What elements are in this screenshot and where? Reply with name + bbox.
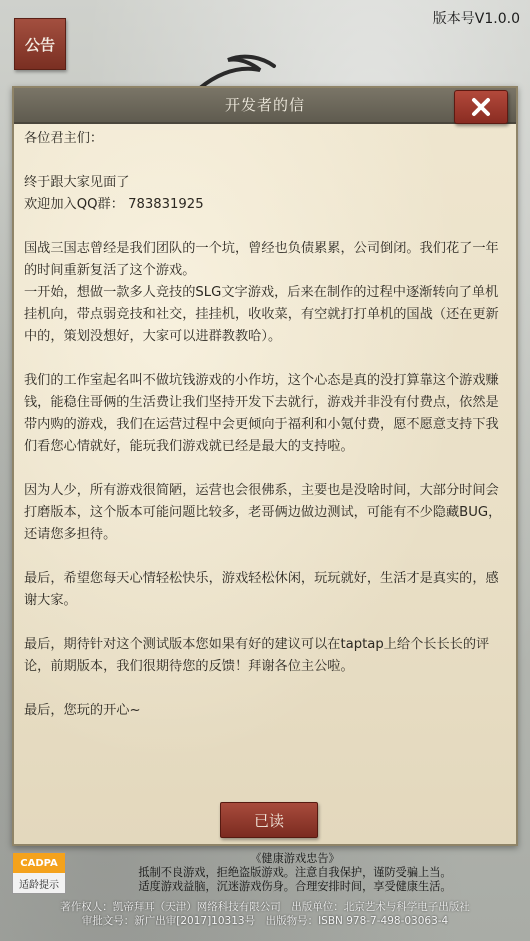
qq-group-line: 欢迎加入QQ群： 783831925 <box>24 197 204 212</box>
letter-title: 开发者的信 <box>224 96 305 114</box>
version-label: 版本号V1.0.0 <box>432 11 520 27</box>
close-x-icon <box>470 96 492 118</box>
letter-paragraph: 因为人少，所有游戏很简陋，运营也会很佛系，主要也是没啥时间，大部分时间会打磨版本，这个版本可能问题比较多，老哥俩边做边测试，可能有不少隐藏BUG，还请您多担待。 <box>24 483 502 542</box>
health-game-notice <box>0 852 530 894</box>
developer-letter-panel <box>12 86 518 846</box>
letter-paragraph: 最后，希望您每天心情轻松快乐，游戏轻松休闲，玩玩就好，生活才是真实的，感谢大家。 <box>24 571 499 608</box>
age-hint-label: 适龄提示 <box>19 879 59 891</box>
cadpa-logo-text: CADPA <box>13 853 65 873</box>
close-button[interactable] <box>454 90 508 124</box>
letter-signoff: 最后，您玩的开心~ <box>24 703 141 718</box>
letter-body <box>24 128 504 722</box>
letter-paragraph: 最后，期待针对这个测试版本您如果有好的建议可以在taptap上给个长长长的评论，前期版本，我们很期待您的反馈！拜谢各位主公啦。 <box>24 637 490 674</box>
letter-paragraph: 我们的工作室起名叫不做坑钱游戏的小作坊，这个心态是真的没打算靠这个游戏赚钱，能稳住哥俩的生活费让我们坚持开发下去就行，游戏并非没有付费点，依然是带内购的游戏，我们在运营过程中会更倾向于福利和小氪付费，愿不愿意支持下我们看您心情就好，能玩我们游戏就已经是最大的支持啦。 <box>24 373 499 454</box>
notice-button[interactable]: 公告 <box>14 18 66 70</box>
copyright-line: 著作权人：凯帝拜耳（天津）网络科技有限公司 出版单位：北京艺术与科学电子出版社 <box>60 901 470 913</box>
letter-paragraph: 一开始，想做一款多人竞技的SLG文字游戏，后来在制作的过程中逐渐转向了单机挂机向，带点弱竞技和社交，挂挂机，收收菜，有空就打打单机的国战（还在更新中的，策划没想好，大家可以进群教教哈）。 <box>24 285 499 344</box>
health-notice-line: 适度游戏益脑，沉迷游戏伤身。合理安排时间，享受健康生活。 <box>138 880 452 893</box>
mark-read-button[interactable]: 已读 <box>220 802 318 838</box>
approval-line: 审批文号：新广出审[2017]10313号 出版物号：ISBN 978-7-498-03063-4 <box>81 915 449 927</box>
letter-greeting: 各位君主们： <box>24 131 104 146</box>
letter-paragraph: 国战三国志曾经是我们团队的一个坑，曾经也负债累累，公司倒闭。我们花了一年的时间重新复活了这个游戏。 <box>24 241 499 278</box>
letter-line: 终于跟大家见面了 <box>24 175 130 190</box>
publisher-footer <box>0 900 530 928</box>
health-notice-line: 抵制不良游戏，拒绝盗版游戏。注意自我保护，谨防受骗上当。 <box>138 866 452 879</box>
health-notice-title: 《健康游戏忠告》 <box>250 852 340 865</box>
